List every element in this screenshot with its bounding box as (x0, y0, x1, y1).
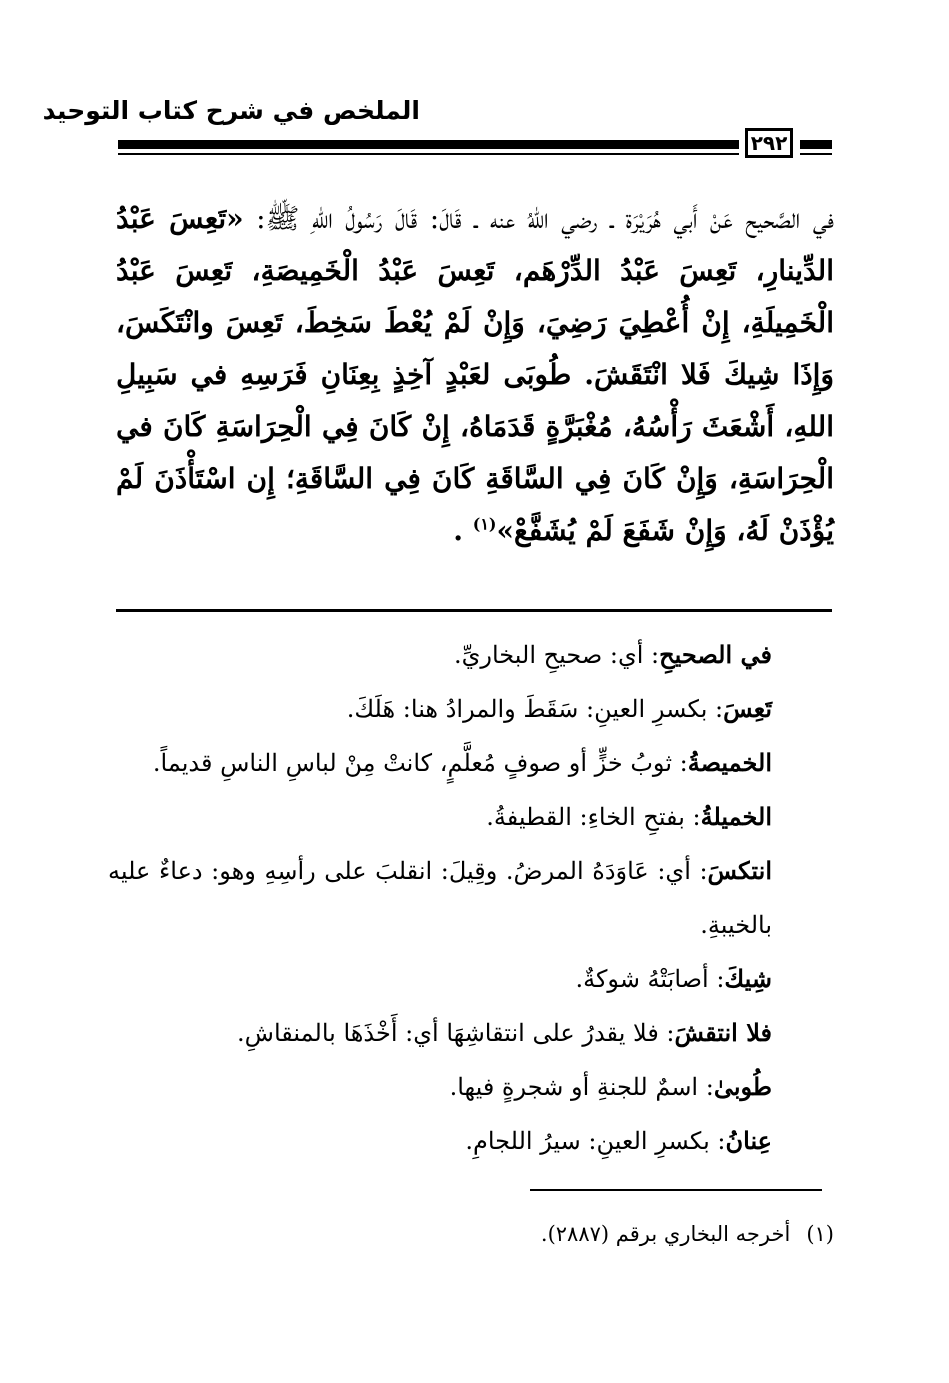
glossary-definition: : أي: عَاوَدَهُ المرضُ. وقِيلَ: انقلبَ على رأسِهِ وهو: دعاءٌ عليه بالخيبةِ. (108, 857, 772, 939)
footnote-rule (530, 1189, 822, 1191)
glossary-definition: : بكسرِ العينِ: سَقَطَ والمرادُ هنا: هَلَكَ. (346, 695, 724, 723)
glossary-definition: : فلا يقدرُ على انتقاشِهَا أي: أَخْذَهَا بالمنقاشِ. (237, 1019, 675, 1047)
glossary-item (108, 628, 834, 682)
hadith-text: «تَعِسَ عَبْدُ الدِّينارِ، تَعِسَ عَبْدُ الدِّرْهَم، تَعِسَ عَبْدُ الْخَمِيصَةِ، تَعِسَ عَبْدُ الْخَمِيلَةِ، إِنْ أُعْطِيَ رَضِيَ، وَإِنْ لَمْ يُعْطَ سَخِطَ، تَعِسَ وانْتَكَسَ، وَإِذَا شِيكَ فَلا انْتَقَشَ. طُوبَى لعَبْدٍ آخِذٍ بِعِنَانِ فَرَسِهِ في سَبِيلِ اللهِ، أَشْعَثَ رَأْسُهُ، مُغْبَرَّةٍ قَدَمَاهُ، إِنْ كَانَ فِي الْحِرَاسَةِ كَانَ في الْحِرَاسَةِ، وَإِنْ كَانَ فِي السَّاقَةِ كَانَ فِي السَّاقَةِ؛ إِن اسْتَأْذَنَ لَمْ يُؤْذَنْ لَهُ، وَإِنْ شَفَعَ لَمْ يُشَفَّعْ» (116, 202, 834, 547)
footnote-marker: (١) (472, 514, 497, 534)
footnote-text: أخرجه البخاري برقم (٢٨٨٧). (540, 1222, 791, 1246)
footnote-number: (١) (806, 1222, 834, 1246)
glossary-item (108, 844, 834, 952)
running-header-title: الملخص في شرح كتاب التوحيد (42, 96, 420, 125)
footnote (400, 1222, 834, 1246)
glossary-list (108, 628, 834, 1168)
glossary-item (108, 682, 834, 736)
header-rule-thin (118, 153, 739, 155)
glossary-term: طُوبىٰ (713, 1072, 772, 1101)
hadith-paragraph (116, 193, 834, 557)
glossary-definition: : أي: صحيحِ البخاريِّ. (453, 641, 660, 669)
glossary-term: في الصحيحِ (659, 640, 772, 669)
glossary-item (108, 1006, 834, 1060)
glossary-definition: : اسمٌ للجنةِ أو شجرةٍ فيها. (449, 1073, 714, 1101)
glossary-term: تَعِسَ (723, 694, 772, 723)
glossary-definition: : أصابَتْهُ شوكةٌ. (575, 965, 725, 993)
glossary-item (108, 1060, 834, 1114)
glossary-item (108, 736, 834, 790)
glossary-term: فلا انتقشَ (674, 1018, 772, 1047)
header-rule-right-thin (800, 153, 832, 155)
hadith-end: . (453, 514, 473, 547)
glossary-term: الخميصةُ (687, 748, 772, 777)
glossary-definition: : بكسرِ العينِ: سيرُ اللجامِ. (465, 1127, 726, 1155)
glossary-item (108, 1114, 834, 1168)
glossary-term: انتكسَ (707, 856, 772, 885)
glossary-term: شِيكَ (724, 964, 772, 993)
hadith-intro: في الصَّحيح عَنْ أَبي هُرَيْرَة ـ رضي اللهُ عنه ـ قَالَ: قَالَ رَسُولُ اللهِ ﷺ: (243, 202, 834, 235)
glossary-term: عِنانُ (725, 1126, 772, 1155)
section-divider (116, 609, 832, 612)
glossary-definition: : بفتحِ الخاءِ: القطيفةُ. (486, 803, 701, 831)
header-rule-right-thick (800, 140, 832, 149)
glossary-term: الخميلةُ (700, 802, 772, 831)
glossary-item (108, 790, 834, 844)
glossary-definition: : ثوبُ خزٍّ أو صوفٍ مُعلَّمٍ، كانتْ مِنْ لباسِ الناسِ قديماً. (152, 749, 688, 777)
glossary-item (108, 952, 834, 1006)
page-number: ٢٩٢ (745, 128, 793, 158)
header-rule-thick (118, 140, 739, 149)
